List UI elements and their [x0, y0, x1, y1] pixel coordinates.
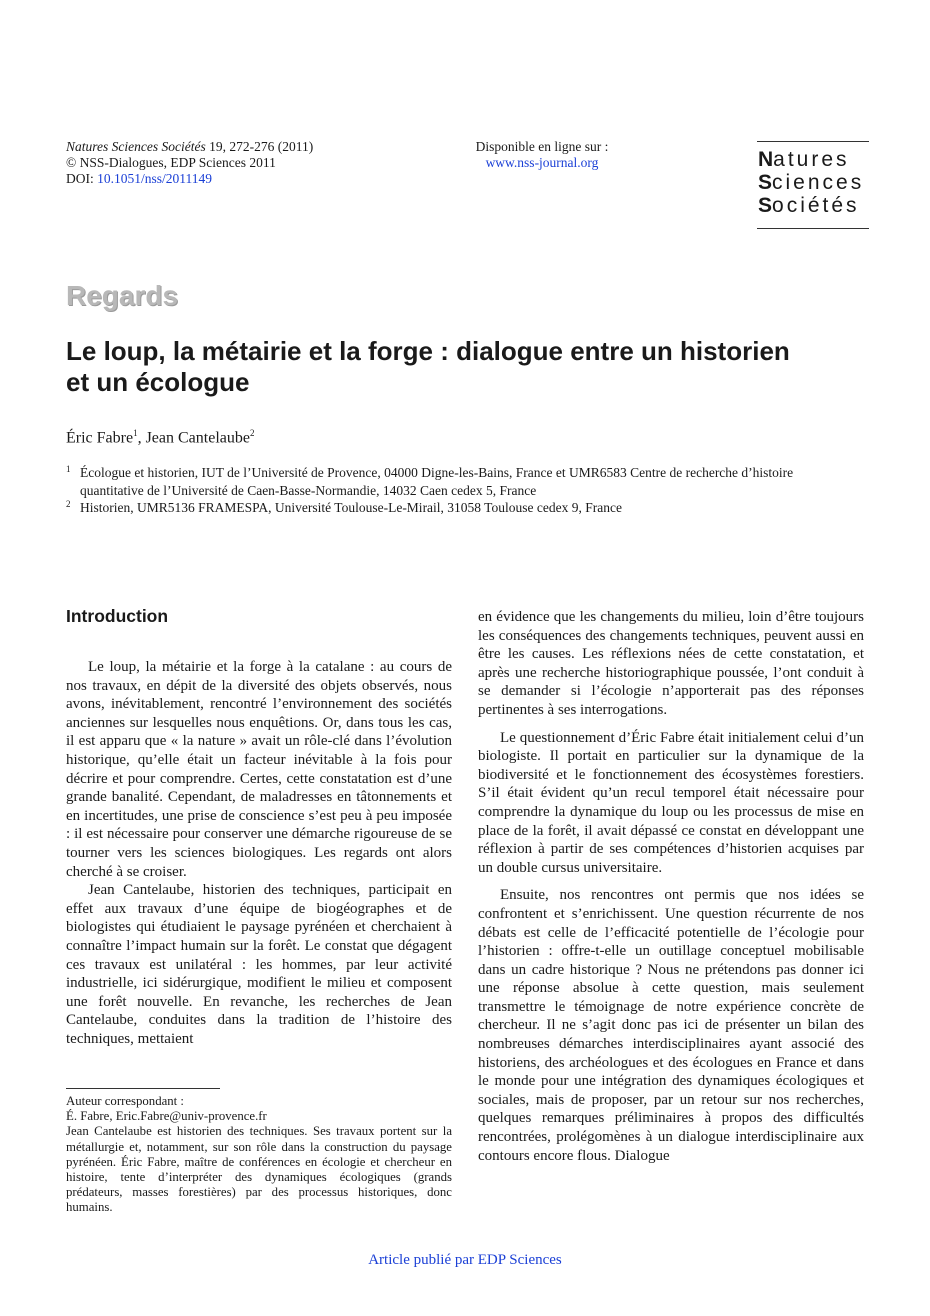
journal-logo: Natures Sciences Sociétés: [758, 148, 865, 217]
footnote-rule: [66, 1088, 220, 1089]
copyright-line: © NSS-Dialogues, EDP Sciences 2011: [66, 155, 276, 170]
article-title: [66, 336, 866, 398]
publisher-link[interactable]: Article publié par EDP Sciences: [368, 1252, 562, 1268]
online-availability: [466, 139, 618, 171]
footnote: [66, 1094, 452, 1216]
author-name: Jean Cantelaube: [145, 429, 250, 447]
right-column-text: [478, 608, 864, 1165]
paragraph: en évidence que les changements du milieu, loin d’être toujours les conséquences des changements techniques, peuvent aussi en être les causes. Les réflexions nées de cette constatation, et après une recherche historiographique poussée, l’ont conduit à se demander si l’écologie n’apporterait pas des réponses pertinentes à ses interrogations.: [478, 609, 864, 718]
paragraph: Le questionnement d’Éric Fabre était initialement celui d’un biologiste. Il portait en particulier sur la dynamique de la biodiversité et le fonctionnement des écosystèmes forestiers. S’il était évident qu’un recul temporel était nécessaire pour comprendre la dynamique du loup ou les processus de mise en place de la forêt, il avait dépassé ce constat en développant une réflexion à partir de ses compétences d’historien acquises par un double cursus universitaire.: [478, 729, 864, 876]
author-name: Éric Fabre: [66, 429, 134, 447]
section-heading-introduction: Introduction: [66, 606, 169, 626]
logo-bottom-rule: [757, 228, 869, 229]
footnote-contact: É. Fabre, Eric.Fabre@univ-provence.fr: [66, 1109, 267, 1124]
title-line-2: et un écologue: [66, 367, 250, 397]
author-affil-ref: 1: [133, 428, 138, 438]
logo-top-rule: [757, 141, 869, 142]
journal-name: Natures Sciences Sociétés: [66, 139, 206, 154]
paragraph: Jean Cantelaube, historien des techniques, participait en effet aux travaux d’une équipe de biogéographes et de biologistes qui étudiaient le paysage pyrénéen et cherchaient à connaître l’impact humain sur la forêt. Le constat que dégagent ces travaux est unilatéral : les hommes, par leur activité industrielle, ici sidérurgique, modifient le milieu et composent une forêt nouvelle. En revanche, les recherches de Jean Cantelaube, conduites dans la tradition de l’histoire des techniques, mettaient: [66, 882, 452, 1047]
journal-citation: [66, 139, 313, 187]
paragraph: Le loup, la métairie et la forge à la catalane : au cours de nos travaux, en dépit de la diversité des objets observés, nous avons, inévitablement, rencontré l’environnement des sociétés anciennes sur lesquelles nous enquêtions. Or, dans tous les cas, il est apparu que « la nature » avait un rôle-clé dans l’évolution historique, qu’elle était un facteur inévitable à la fois pour décrire et pour comprendre. Certes, cette constatation est d’une grande banalité. Cependant, de maladresses en tâtonnements et en incertitudes, une prise de conscience s’est peu à peu imposée : il est nécessaire pour conserver une démarche rigoureuse de se tourner vers les sciences biologiques. Les regards ont alors cherché à se croiser.: [66, 659, 452, 880]
section-label: Regards: [66, 280, 179, 311]
footnote-bio: Jean Cantelaube est historien des techniques. Ses travaux portent sur la métallurgie et, notamment, sur son rôle dans la construction du paysage pyrénéen. Éric Fabre, maître de conférences en écologie et chercheur en histoire, tente d’interpréter des dynamiques écologiques (grands prédateurs, masses forestières) par des processus historiques, donc humains.: [66, 1124, 452, 1215]
affiliations: [66, 464, 868, 517]
doi-link[interactable]: 10.1051/nss/2011149: [97, 171, 213, 186]
affiliation-2: 2 Historien, UMR5136 FRAMESPA, Université Toulouse-Le-Mirail, 31058 Toulouse cedex 9, France: [66, 499, 622, 515]
paragraph: Ensuite, nos rencontres ont permis que nos idées se confrontent et s’enrichissent. Une question récurrente de nos débats est celle de l’efficacité potentielle de l’écologie pour l’historien : offre-t-elle un outillage conceptuel mobilisable dans un cadre historique ? Nous ne prétendons pas donner ici une réponse absolue à cette question, mais seulement transmettre le témoignage de notre expérience concrète de chercheur. Il ne s’agit donc pas ici de présenter un bilan des nombreuses démarches interdisciplinaires ayant associé des historiens, des archéologues et des écologues en France et dans le monde pour une intégration des dynamiques écologiques et sociales, mais de proposer, par un retour sur nos recherches, quelques remarques préliminaires à propos des difficultés rencontrées, prolégomènes à un dialogue interdisciplinaire aux contours encore flous. Dialogue: [478, 887, 864, 1164]
affiliation-1: 1 Écologue et historien, IUT de l’Université de Provence, 04000 Digne-les-Bains, France et UMR6583 Centre de recherche d’histoire quantitative de l’Université de Caen-Basse-Normandie, 14032 Caen cedex 5, France: [66, 464, 794, 498]
author-affil-ref: 2: [249, 428, 255, 438]
left-column-text: [66, 658, 452, 1048]
journal-url-link[interactable]: www.nss-journal.org: [485, 155, 599, 170]
author-list: Éric Fabre$^1$, Jean Cantelaube$^2$: [66, 428, 255, 447]
title-line-1: Le loup, la métairie et la forge : dialogue entre un historien: [66, 336, 790, 366]
footnote-label: Auteur correspondant :: [66, 1094, 184, 1108]
journal-volume: 19, 272-276 (2011): [205, 139, 314, 154]
doi-label: DOI:: [66, 171, 98, 186]
online-label: Disponible en ligne sur :: [475, 139, 609, 154]
